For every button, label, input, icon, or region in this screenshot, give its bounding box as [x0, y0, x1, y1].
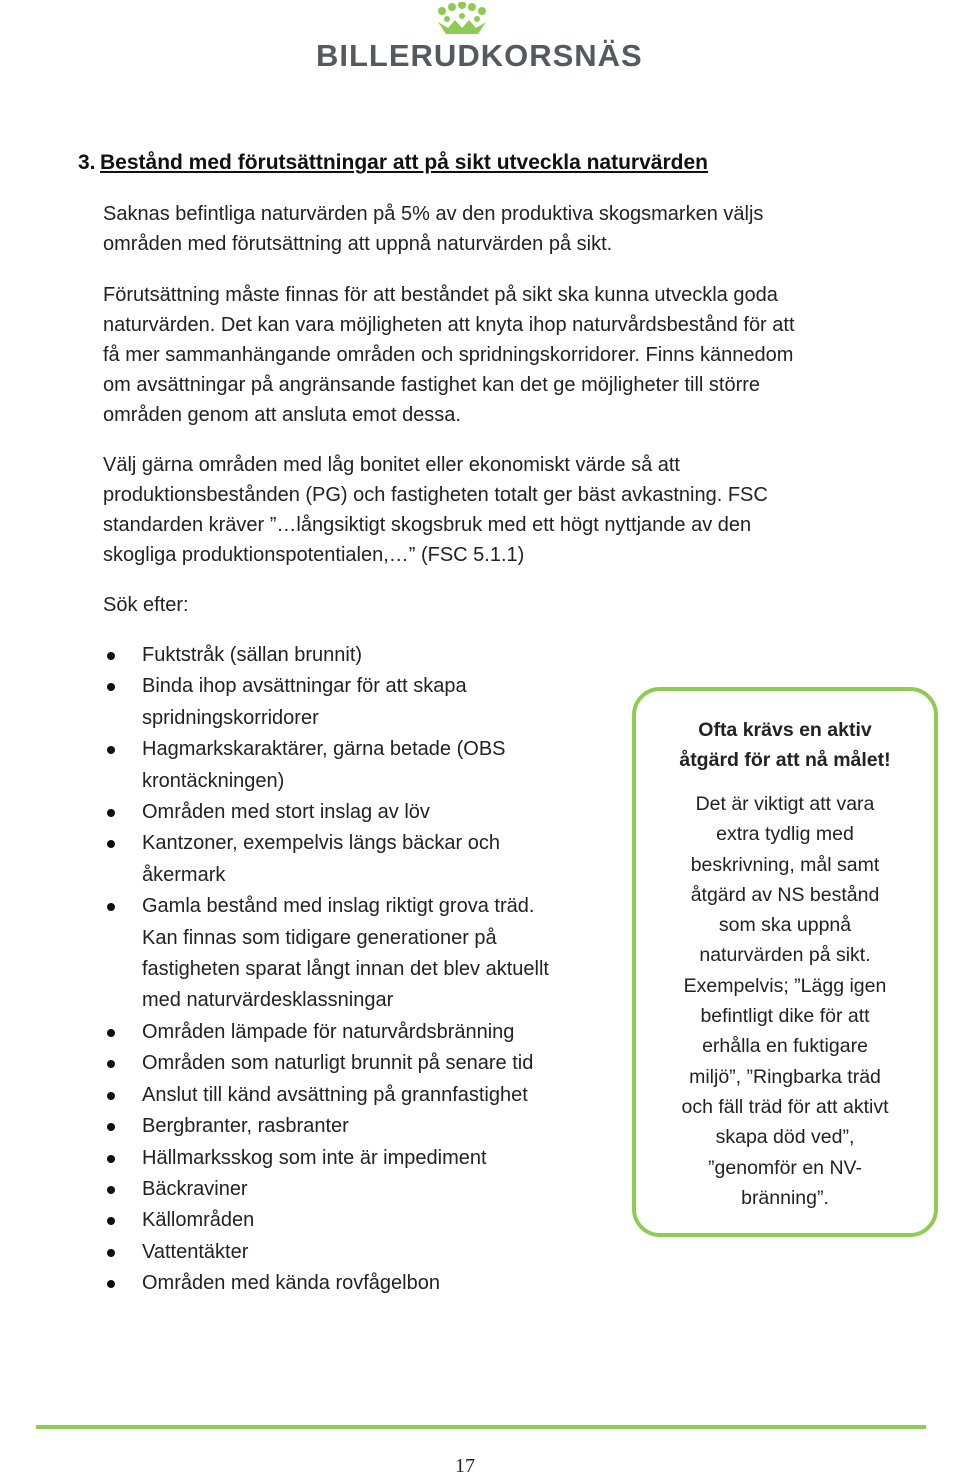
list-item: Källområden	[103, 1205, 549, 1236]
list-item: Gamla bestånd med inslag riktigt grova träd. Kan finnas som tidigare generationer på fastigheten sparat långt innan det blev aktuellt med naturvärdesklassningar	[103, 891, 549, 1017]
text-line: få mer sammanhängande områden och spridningskorridorer. Finns kännedom	[103, 344, 794, 366]
brand-name: BILLERUDKORSNÄS	[316, 38, 643, 73]
list-item: Bäckraviner	[103, 1174, 549, 1205]
search-list	[103, 640, 549, 1300]
list-item: Områden med kända rovfågelbon	[103, 1268, 549, 1299]
text-line: om avsättningar på angränsande fastighet kan det ge möjligheter till större	[103, 374, 761, 396]
paragraph	[103, 450, 768, 570]
paragraph	[103, 199, 763, 259]
section-heading	[78, 151, 938, 175]
text-line: produktionsbestånden (PG) och fastigheten totalt ger bäst avkastning. FSC	[103, 484, 768, 506]
search-label: Sök efter:	[103, 594, 189, 616]
text-line: områden genom att ansluta emot dessa.	[103, 404, 461, 426]
section-number: 3.	[78, 151, 96, 174]
list-item: Hällmarksskog som inte är impediment	[103, 1143, 549, 1174]
text-line: naturvärden. Det kan vara möjligheten att knyta ihop naturvårdsbestånd för att	[103, 314, 795, 336]
paragraph	[103, 280, 795, 430]
list-item: Fuktstråk (sällan brunnit)	[103, 640, 549, 671]
page-number: 17	[455, 1455, 475, 1477]
list-item: Områden som naturligt brunnit på senare tid	[103, 1048, 549, 1079]
list-item: Hagmarkskaraktärer, gärna betade (OBS krontäckningen)	[103, 734, 549, 797]
company-logo	[0, 0, 960, 80]
list-item: Kantzoner, exempelvis längs bäckar och åkermark	[103, 828, 549, 891]
list-item: Vattentäkter	[103, 1237, 549, 1268]
callout-box	[632, 687, 938, 1237]
callout-body: Det är viktigt att vara extra tydlig med beskrivning, mål samt åtgärd av NS bestånd som ska uppnå naturvärden på sikt. Exempelvis; ”Lägg igen befintligt dike för att erhålla en fuktigare miljö”, ”Ringbarka träd och fäll träd för att aktivt skapa död ved”, ”genomför en NV- bränning”.	[681, 793, 889, 1209]
text-line: områden med förutsättning att uppnå naturvärden på sikt.	[103, 233, 613, 255]
crown-icon	[432, 2, 492, 42]
text-line: Välj gärna områden med låg bonitet eller ekonomiskt värde så att	[103, 454, 680, 476]
list-item: Anslut till känd avsättning på grannfastighet	[103, 1080, 549, 1111]
list-item: Områden lämpade för naturvårdsbränning	[103, 1017, 549, 1048]
footer-divider	[36, 1425, 926, 1429]
section-title: Bestånd med förutsättningar att på sikt utveckla naturvärden	[100, 151, 708, 174]
list-item: Binda ihop avsättningar för att skapa spridningskorridorer	[103, 671, 549, 734]
callout-title: Ofta krävs en aktiv åtgärd för att nå målet!	[679, 719, 891, 771]
text-line: Förutsättning måste finnas för att beståndet på sikt ska kunna utveckla goda	[103, 284, 778, 306]
list-item: Bergbranter, rasbranter	[103, 1111, 549, 1142]
list-item: Områden med stort inslag av löv	[103, 797, 549, 828]
text-line: skogliga produktionspotentialen,…” (FSC 5.1.1)	[103, 544, 525, 566]
text-line: standarden kräver ”…långsiktigt skogsbruk med ett högt nyttjande av den	[103, 514, 752, 536]
text-line: Saknas befintliga naturvärden på 5% av den produktiva skogsmarken väljs	[103, 203, 764, 225]
